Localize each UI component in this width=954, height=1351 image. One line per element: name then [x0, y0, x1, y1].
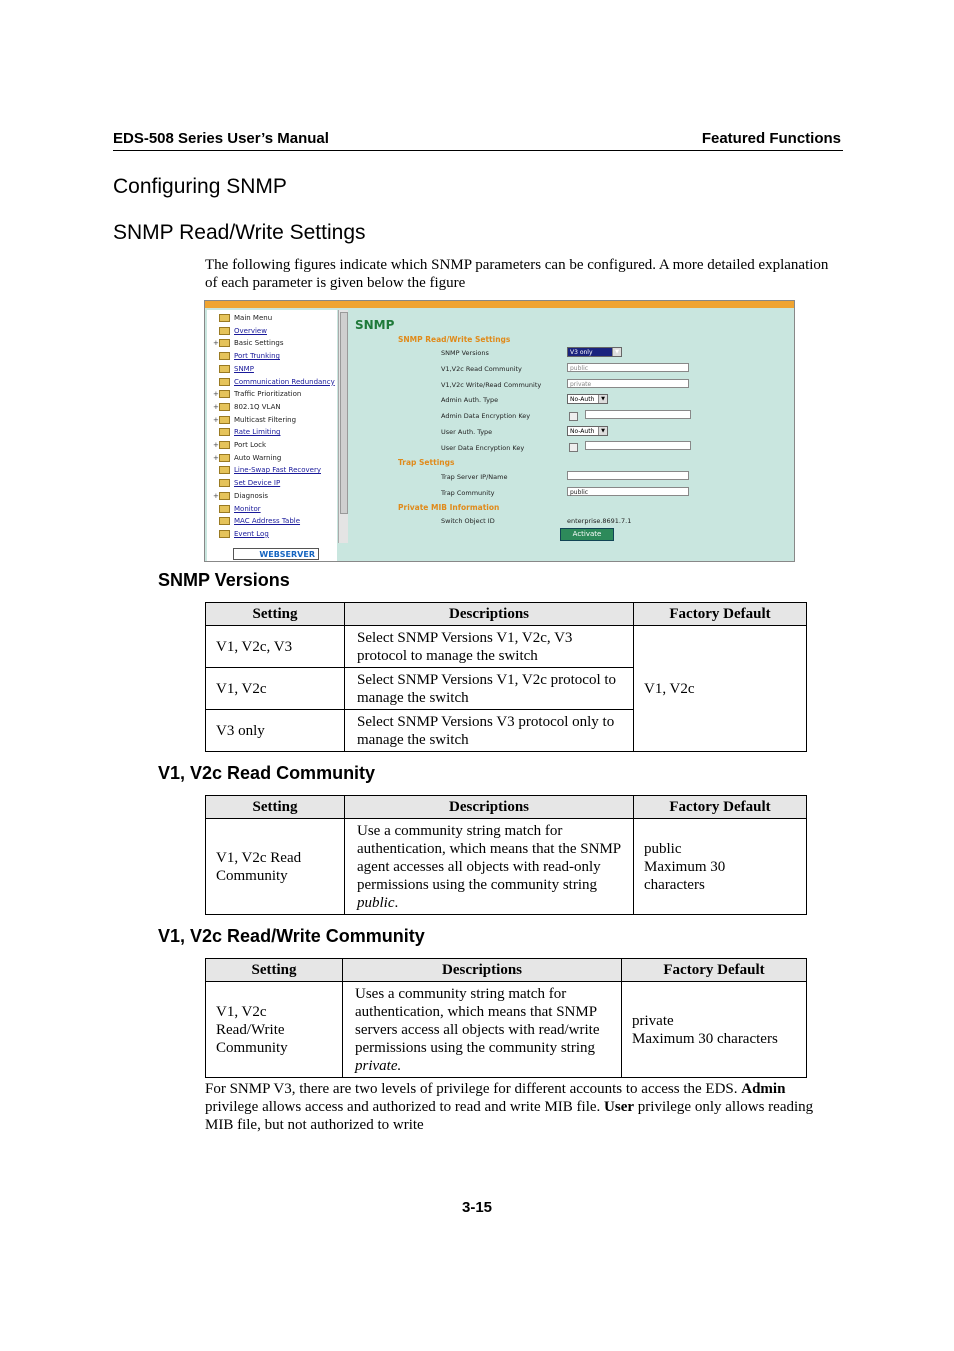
table-rw-community: [205, 958, 807, 1078]
col-factory-default: Factory Default: [622, 959, 807, 982]
closing-text-3: privilege only allows reading MIB file, but not authorized to write: [205, 1099, 814, 1133]
value-switch-oid: enterprise.8691.7.1: [567, 517, 632, 525]
folder-icon: [219, 314, 230, 322]
nav-item-label: Main Menu: [234, 314, 273, 322]
intro-paragraph: The following figures indicate which SNMP parameters can be configured. A more detailed explanation of each parameter is given below the figure: [205, 257, 829, 291]
nav-item[interactable]: [213, 454, 281, 462]
folder-icon: [219, 454, 230, 462]
expand-icon[interactable]: +: [213, 491, 219, 500]
folder-icon: [219, 517, 230, 525]
cell-desc: Select SNMP Versions V3 protocol only to manage the switch: [345, 710, 634, 752]
checkbox-user-key[interactable]: [569, 443, 578, 452]
desc-end: .: [394, 894, 399, 911]
figure-page-title: SNMP: [355, 318, 395, 332]
label-admin-key: Admin Data Encryption Key: [441, 412, 531, 420]
activate-button[interactable]: Activate: [560, 528, 614, 541]
select-value: No-Auth: [570, 428, 595, 435]
desc-italic: public: [357, 894, 395, 911]
closing-bold-user: User: [604, 1099, 635, 1115]
cell-default: [622, 982, 807, 1078]
figure-nav-tree: [207, 310, 337, 561]
nav-item[interactable]: [213, 416, 296, 424]
figure-section-mib: Private MIB Information: [398, 503, 500, 512]
default-line2: Maximum 30 characters: [632, 1030, 778, 1047]
nav-item[interactable]: [213, 505, 261, 513]
folder-icon: [219, 403, 230, 411]
folder-icon: [219, 466, 230, 474]
page-number: 3-15: [461, 1199, 493, 1216]
nav-item[interactable]: [213, 466, 321, 474]
select-admin-auth[interactable]: [567, 394, 608, 404]
expand-icon[interactable]: +: [213, 402, 219, 411]
nav-item-label: Overview: [234, 326, 267, 335]
nav-item-label: 802.1Q VLAN: [234, 402, 281, 411]
nav-item-label: Line-Swap Fast Recovery: [234, 466, 321, 475]
label-user-key: User Data Encryption Key: [441, 444, 525, 452]
nav-item[interactable]: [213, 479, 280, 487]
col-factory-default: Factory Default: [634, 603, 807, 626]
heading-rw-community: V1, V2c Read/Write Community: [158, 926, 425, 946]
input-admin-key[interactable]: [585, 410, 691, 419]
input-trap-server[interactable]: [567, 471, 689, 480]
nav-item[interactable]: [213, 390, 301, 398]
label-switch-oid: Switch Object ID: [441, 517, 495, 525]
header-rule: [113, 150, 843, 151]
folder-icon: [219, 492, 230, 500]
cell-desc: Select SNMP Versions V1, V2c, V3 protocol to manage the switch: [345, 626, 634, 668]
figure-top-bar: [205, 301, 794, 308]
default-line1: public: [644, 840, 682, 857]
nav-item[interactable]: [213, 365, 254, 373]
nav-item-label: MAC Address Table: [234, 517, 301, 526]
expand-icon[interactable]: +: [213, 390, 219, 399]
table-snmp-versions: [205, 602, 807, 752]
cell-desc: [345, 819, 634, 915]
cell-default: V1, V2c: [634, 626, 807, 752]
running-header-section: Featured Functions: [701, 130, 841, 147]
nav-item[interactable]: [213, 428, 280, 436]
webserver-logo: WEBSERVER: [233, 548, 319, 560]
folder-icon: [219, 352, 230, 360]
figure-nav-scrollbar[interactable]: [338, 310, 348, 543]
expand-icon[interactable]: +: [213, 453, 219, 462]
folder-icon: [219, 378, 230, 386]
input-read-community[interactable]: public: [567, 363, 689, 372]
closing-paragraph: [205, 1080, 833, 1134]
nav-item[interactable]: [213, 327, 267, 335]
folder-icon: [219, 479, 230, 487]
closing-text-2: privilege allows access and authorized to read and write MIB file.: [205, 1099, 605, 1115]
heading-snmp-rw-settings: SNMP Read/Write Settings: [113, 221, 366, 244]
desc-text: Use a community string match for authentication, which means that the SNMP agent accesses all objects with read-only permissions using the community string: [357, 822, 621, 893]
input-trap-community[interactable]: public: [567, 487, 689, 496]
table-row: [206, 982, 807, 1078]
closing-text-1: For SNMP V3, there are two levels of privilege for different accounts to access the EDS.: [205, 1081, 742, 1097]
folder-icon: [219, 339, 230, 347]
col-descriptions: Descriptions: [345, 603, 634, 626]
folder-icon: [219, 530, 230, 538]
nav-item-label: SNMP: [234, 364, 254, 373]
label-admin-auth: Admin Auth. Type: [441, 396, 499, 404]
folder-icon: [219, 365, 230, 373]
table-row: [206, 819, 807, 915]
nav-item-label: Communication Redundancy: [234, 377, 335, 386]
folder-icon: [219, 416, 230, 424]
input-rw-community[interactable]: private: [567, 379, 689, 388]
nav-item-label: Event Log: [234, 529, 269, 538]
nav-item-label: Basic Settings: [234, 339, 284, 348]
nav-item-label: Set Device IP: [234, 479, 281, 488]
table-row: [206, 626, 807, 668]
folder-icon: [219, 428, 230, 436]
label-snmp-versions: SNMP Versions: [441, 349, 489, 357]
setting-text: V1, V2c Read/Write Community: [216, 1003, 288, 1056]
desc-italic: private.: [355, 1057, 402, 1074]
heading-read-community: V1, V2c Read Community: [158, 763, 376, 783]
cell-desc: [343, 982, 622, 1078]
heading-snmp-versions: SNMP Versions: [158, 570, 290, 590]
nav-item[interactable]: [213, 378, 335, 386]
figure-section-trap: Trap Settings: [398, 458, 455, 467]
nav-item-label: Port Trunking: [234, 352, 280, 361]
folder-icon: [219, 327, 230, 335]
cell-default: [634, 819, 807, 915]
desc-text: Uses a community string match for authentication, which means that SNMP servers access all objects with read/write permissions using the community string: [355, 985, 600, 1056]
select-value: V3 only: [570, 349, 593, 356]
nav-item[interactable]: [213, 314, 272, 322]
nav-item-label: Port Lock: [234, 441, 267, 449]
nav-item-label: Auto Warning: [234, 453, 282, 462]
nav-item-label: Monitor: [234, 504, 261, 513]
nav-item[interactable]: [213, 339, 283, 347]
col-setting: Setting: [206, 959, 343, 982]
table-read-community: [205, 795, 807, 915]
snmp-screenshot-figure: [204, 300, 795, 562]
label-trap-community: Trap Community: [441, 489, 495, 497]
heading-configuring-snmp: Configuring SNMP: [113, 175, 287, 198]
nav-item-label: Diagnosis: [234, 491, 269, 500]
scroll-thumb[interactable]: [340, 312, 348, 514]
nav-item[interactable]: [213, 517, 300, 525]
cell-desc: Select SNMP Versions V1, V2c protocol to manage the switch: [345, 668, 634, 710]
select-user-auth[interactable]: [567, 426, 608, 436]
folder-icon: [219, 441, 230, 449]
running-header-title: EDS-508 Series User’s Manual: [113, 130, 329, 147]
select-snmp-versions[interactable]: [567, 347, 622, 357]
nav-item-label: Multicast Filtering: [234, 415, 297, 424]
col-descriptions: Descriptions: [343, 959, 622, 982]
nav-item[interactable]: [213, 441, 266, 449]
cell-setting: V3 only: [206, 710, 345, 752]
expand-icon[interactable]: +: [213, 415, 219, 424]
chevron-down-icon: ▼: [598, 427, 607, 435]
select-value: No-Auth: [570, 396, 595, 403]
col-factory-default: Factory Default: [634, 796, 807, 819]
figure-section-rw: SNMP Read/Write Settings: [398, 335, 511, 344]
col-descriptions: Descriptions: [345, 796, 634, 819]
label-user-auth: User Auth. Type: [441, 428, 493, 436]
cell-setting: V1, V2c: [206, 668, 345, 710]
expand-icon[interactable]: +: [213, 339, 219, 348]
input-user-key[interactable]: [585, 441, 691, 450]
cell-setting: V1, V2c Read Community: [206, 819, 345, 915]
col-setting: Setting: [206, 796, 345, 819]
nav-item[interactable]: [213, 492, 268, 500]
folder-icon: [219, 505, 230, 513]
nav-item-label: Rate Limiting: [234, 428, 281, 437]
col-setting: Setting: [206, 603, 345, 626]
chevron-down-icon: ▼: [598, 395, 607, 403]
default-line2: Maximum 30 characters: [644, 858, 726, 893]
label-trap-server: Trap Server IP/Name: [441, 473, 508, 481]
expand-icon[interactable]: +: [213, 441, 219, 449]
nav-item-label: Traffic Prioritization: [234, 390, 302, 399]
default-line1: private: [632, 1012, 674, 1029]
label-rw-community: V1,V2c Write/Read Community: [441, 381, 542, 389]
checkbox-admin-key[interactable]: [569, 412, 578, 421]
chevron-down-icon: ▼: [612, 348, 621, 356]
closing-bold-admin: Admin: [741, 1081, 786, 1097]
folder-icon: [219, 390, 230, 398]
cell-setting: V1, V2c, V3: [206, 626, 345, 668]
label-read-community: V1,V2c Read Community: [441, 365, 522, 373]
nav-item[interactable]: [213, 352, 280, 360]
nav-item[interactable]: [213, 403, 281, 411]
nav-item[interactable]: [213, 530, 269, 538]
cell-setting: [206, 982, 343, 1078]
